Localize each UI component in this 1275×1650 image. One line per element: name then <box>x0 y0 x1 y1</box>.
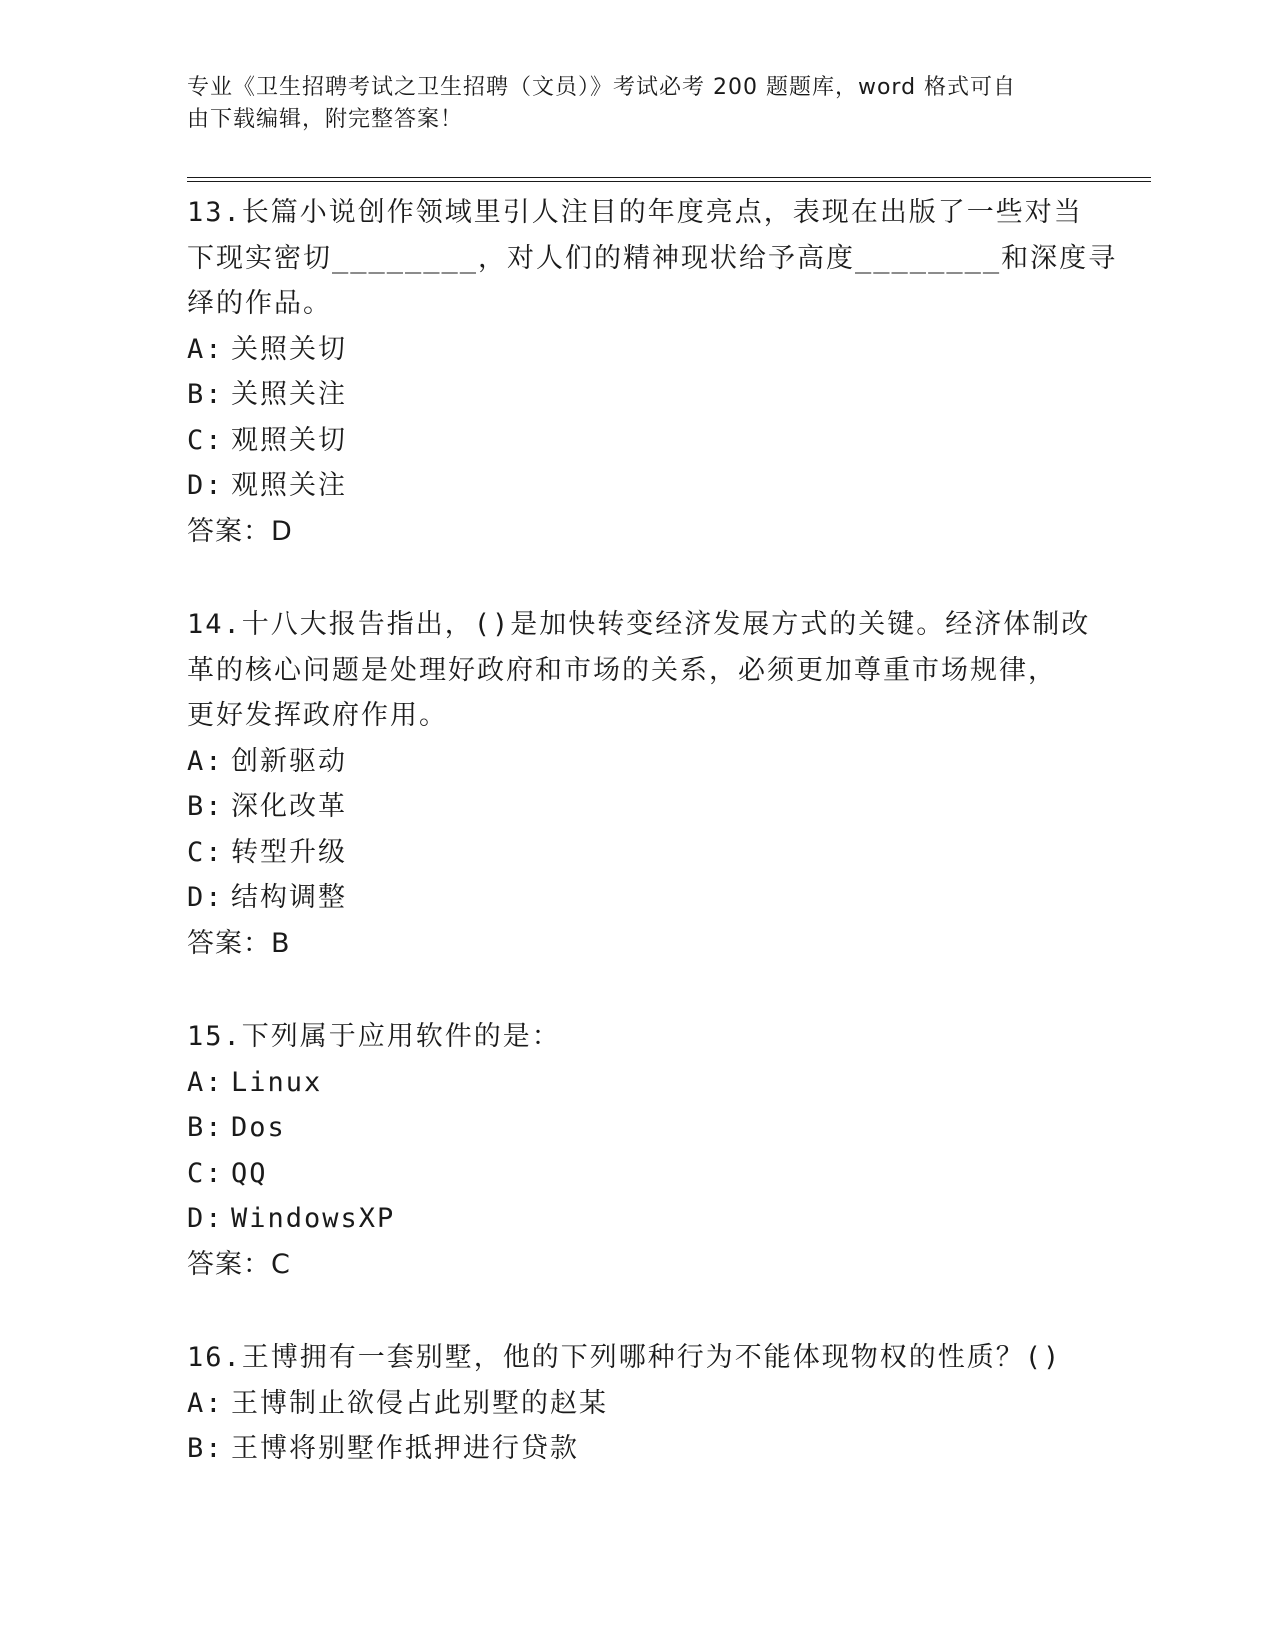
question-14 <box>187 602 1091 966</box>
option-text: 关照关切 <box>231 333 347 365</box>
question-15 <box>187 1014 1087 1287</box>
option-d <box>187 875 1087 921</box>
answer-line: 答案：C <box>187 1248 291 1280</box>
option-text: 结构调整 <box>231 882 347 913</box>
option-text: Dos <box>231 1112 286 1143</box>
option-text: QQ <box>231 1157 268 1189</box>
question-stem-line: 14.十八大报告指出，()是加快转变经济发展方式的关键。经济体制改 <box>187 609 1091 640</box>
question-stem-line: 15.下列属于应用软件的是： <box>187 1021 561 1052</box>
question-stem-line: 16.王博拥有一套别墅，他的下列哪种行为不能体现物权的性质？() <box>187 1342 1062 1373</box>
option-key: B: <box>187 1433 224 1464</box>
document-header <box>187 72 1067 136</box>
answer-line: 答案：B <box>187 927 291 959</box>
option-text: 观照关切 <box>231 424 347 456</box>
question-stem-line: 下现实密切________，对人们的精神现状给予高度________和深度寻 <box>187 242 1118 274</box>
option-text: 王博制止欲侵占此别墅的赵某 <box>231 1387 608 1419</box>
question-stem-line: 革的核心问题是处理好政府和市场的关系，必须更加尊重市场规律， <box>187 654 1057 686</box>
option-b <box>187 784 1087 830</box>
option-a <box>187 1381 1087 1427</box>
option-key: A: <box>187 745 224 777</box>
option-text: 深化改革 <box>231 791 347 822</box>
question-stem-line: 绎的作品。 <box>187 288 332 319</box>
option-key: D: <box>187 1203 224 1234</box>
option-a <box>187 739 1087 785</box>
header-divider-bottom <box>187 181 1151 182</box>
option-key: B: <box>187 1112 224 1143</box>
answer-line: 答案：D <box>187 515 293 547</box>
option-text: 王博将别墅作抵押进行贷款 <box>231 1433 579 1464</box>
option-b <box>187 1105 1087 1151</box>
option-c <box>187 1151 1087 1197</box>
option-key: C: <box>187 836 224 868</box>
option-key: B: <box>187 791 224 822</box>
option-d <box>187 1196 1087 1242</box>
question-list <box>187 190 1118 1520</box>
header-divider-top <box>187 177 1151 178</box>
option-key: D: <box>187 882 224 913</box>
option-a <box>187 1060 1087 1106</box>
option-text: 转型升级 <box>231 836 347 868</box>
option-text: WindowsXP <box>231 1203 396 1234</box>
option-key: C: <box>187 1157 224 1189</box>
header-line: 由下载编辑，附完整答案！ <box>187 107 464 132</box>
option-text: 关照关注 <box>231 379 347 410</box>
option-key: A: <box>187 333 224 365</box>
question-stem-line: 13.长篇小说创作领域里引人注目的年度亮点，表现在出版了一些对当 <box>187 197 1083 228</box>
option-text: 观照关注 <box>231 470 347 501</box>
option-c <box>187 830 1087 876</box>
option-key: A: <box>187 1387 224 1419</box>
option-a <box>187 327 1087 373</box>
question-stem-line: 更好发挥政府作用。 <box>187 700 448 731</box>
option-b <box>187 372 1087 418</box>
option-b <box>187 1426 1087 1472</box>
option-text: 创新驱动 <box>231 745 347 777</box>
option-key: A: <box>187 1066 224 1098</box>
option-key: C: <box>187 424 224 456</box>
option-c <box>187 418 1087 464</box>
question-13 <box>187 190 1118 554</box>
header-line: 专业《卫生招聘考试之卫生招聘（文员）》考试必考 200 题题库，word 格式可自 <box>187 75 1017 100</box>
option-text: Linux <box>231 1066 323 1098</box>
option-key: D: <box>187 470 224 501</box>
question-16 <box>187 1335 1087 1472</box>
option-d <box>187 463 1087 509</box>
option-key: B: <box>187 379 224 410</box>
